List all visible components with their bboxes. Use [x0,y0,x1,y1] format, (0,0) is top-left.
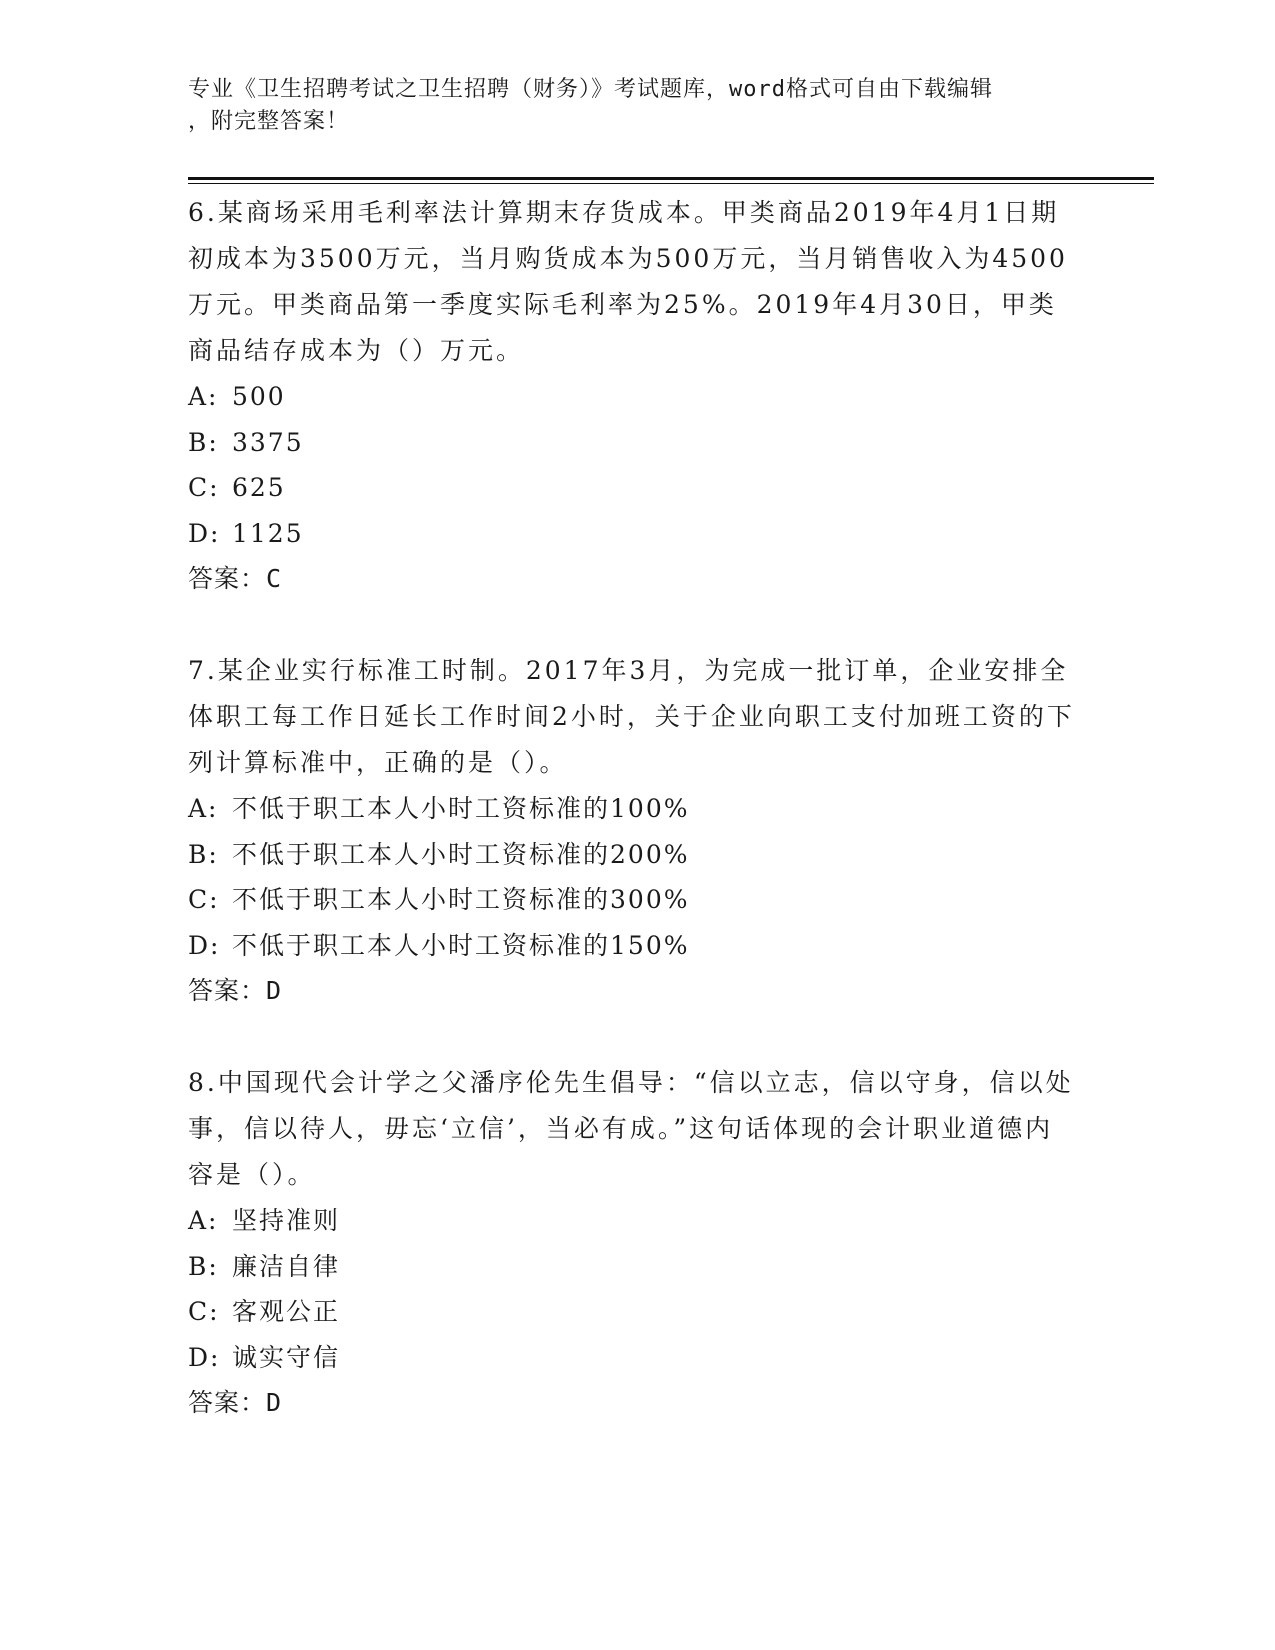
option-text: 不低于职工本人小时工资标准的100% [232,794,690,823]
option-b [188,832,1088,878]
option-a [188,374,1088,420]
option-d [188,1335,1088,1381]
question-stem: 6.某商场采用毛利率法计算期末存货成本。甲类商品2019年4月1日期初成本为3500万元，当月购货成本为500万元，当月销售收入为4500万元。甲类商品第一季度实际毛利率为25%。2019年4月30日，甲类商品结存成本为（）万元。 [188,198,1068,365]
option-key: C: [188,473,220,502]
question-list [188,190,1088,1426]
option-key: B: [188,839,219,869]
option-text: 3375 [232,427,304,457]
answer-label: 答案：C [188,564,283,593]
question-stem: 8.中国现代会计学之父潘序伦先生倡导：“信以立志，信以守身，信以处事，信以待人，毋忘‘立信’，当必有成。”这句话体现的会计职业道德内容是（）。 [188,1068,1074,1189]
option-key: B: [188,427,219,457]
option-key: D: [188,518,221,548]
answer-label: 答案：D [188,1388,283,1417]
option-d [188,923,1088,969]
option-c [188,1289,1088,1335]
question-8 [188,1060,1088,1426]
option-key: D: [188,1342,221,1372]
question-7 [188,648,1088,1014]
option-text: 坚持准则 [232,1206,341,1235]
option-key: B: [188,1251,219,1281]
option-a [188,786,1088,832]
option-text: 诚实守信 [232,1342,341,1372]
option-d [188,511,1088,557]
option-text: 不低于职工本人小时工资标准的300% [232,885,690,914]
header-divider-thin [188,183,1154,184]
option-text: 500 [232,382,286,411]
option-text: 不低于职工本人小时工资标准的150% [232,930,690,960]
option-key: A: [188,794,219,823]
question-spacer [188,1014,1088,1060]
option-b [188,420,1088,466]
option-key: C: [188,1297,220,1326]
question-spacer [188,602,1088,648]
option-a [188,1198,1088,1244]
option-text: 1125 [232,518,304,548]
question-stem: 7.某企业实行标准工时制。2017年3月，为完成一批订单，企业安排全体职工每工作日延长工作时间2小时，关于企业向职工支付加班工资的下列计算标准中，正确的是（）。 [188,656,1075,777]
header-line-2: ，附完整答案！ [188,109,350,134]
option-key: A: [188,382,219,411]
header-divider-thick [188,177,1154,180]
answer-label: 答案：D [188,976,283,1005]
option-text: 客观公正 [232,1297,341,1326]
question-6 [188,190,1088,602]
option-c [188,877,1088,923]
option-c [188,465,1088,511]
option-text: 不低于职工本人小时工资标准的200% [232,839,690,869]
option-b [188,1244,1088,1290]
option-key: A: [188,1206,219,1235]
option-key: C: [188,885,220,914]
document-header [188,74,1068,138]
option-text: 廉洁自律 [232,1251,341,1281]
option-key: D: [188,930,221,960]
option-text: 625 [232,473,286,502]
header-line-1: 专业《卫生招聘考试之卫生招聘（财务）》考试题库，word格式可自由下载编辑 [188,77,993,102]
